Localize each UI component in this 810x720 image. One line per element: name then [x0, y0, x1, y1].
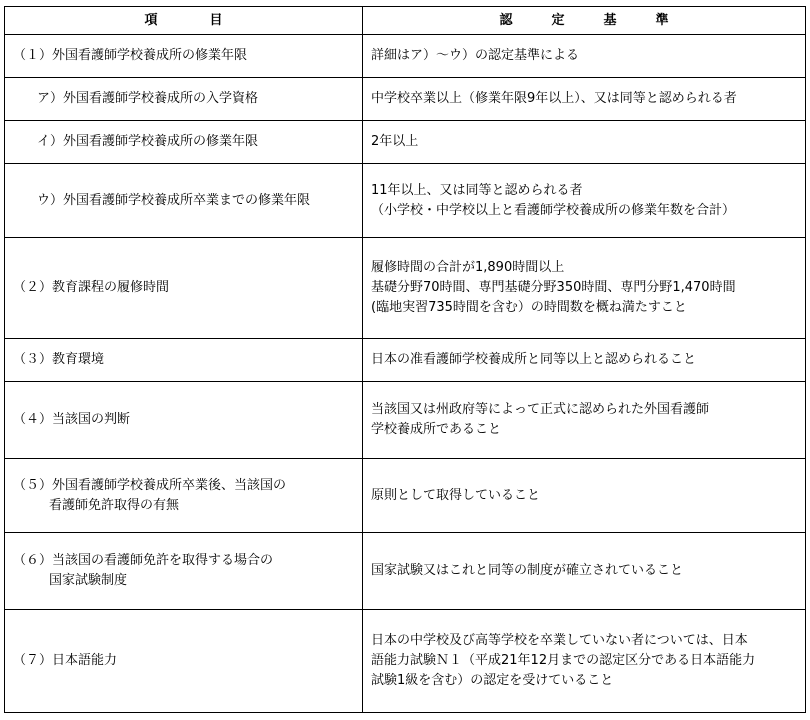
standard-cell — [363, 164, 806, 238]
standard-cell — [363, 121, 806, 164]
standard-text: 基礎分野70時間、専門基礎分野350時間、専門分野1,470時間 — [371, 280, 736, 295]
standard-cell — [363, 339, 806, 382]
item-text: 国家試験制度 — [49, 573, 128, 588]
item-text: 看護師免許取得の有無 — [49, 497, 180, 513]
item-text: （５）外国看護師学校養成所卒業後、当該国の — [13, 477, 287, 493]
item-text: （３）教育環境 — [13, 352, 105, 367]
table-header-row — [5, 7, 806, 35]
standard-text: 中学校卒業以上（修業年限9年以上）、又は同等と認められる者 — [371, 91, 737, 106]
item-cell — [5, 382, 363, 459]
standard-text: 詳細はア）～ウ）の認定基準による — [371, 48, 580, 63]
item-text: （２）教育課程の履修時間 — [13, 280, 170, 295]
standard-text: 日本の准看護師学校養成所と同等以上と認められること — [371, 352, 697, 367]
table-row — [5, 35, 806, 78]
item-cell — [5, 459, 363, 533]
standard-text: 原則として取得していること — [371, 487, 541, 503]
standard-text: 語能力試験Ｎ１（平成21年12月までの認定区分である日本語能力 — [371, 653, 756, 668]
table-row — [5, 164, 806, 238]
item-cell — [5, 121, 363, 164]
standard-text: (臨地実習735時間を含む）の時間数を概ね満たすこと — [371, 300, 687, 315]
standard-text: 学校養成所であること — [371, 422, 502, 437]
item-text: （６）当該国の看護師免許を取得する場合の — [13, 553, 274, 568]
item-text: （４）当該国の判断 — [13, 412, 131, 427]
standard-text: 履修時間の合計が1,890時間以上 — [371, 260, 565, 275]
item-cell — [5, 238, 363, 339]
item-text: （１）外国看護師学校養成所の修業年限 — [13, 48, 248, 63]
standard-text: 11年以上、又は同等と認められる者 — [371, 182, 583, 198]
item-text: ウ）外国看護師学校養成所卒業までの修業年限 — [37, 192, 311, 208]
item-text: （７）日本語能力 — [13, 653, 118, 668]
standard-cell — [363, 35, 806, 78]
standard-text: 2年以上 — [371, 134, 419, 149]
table-row — [5, 339, 806, 382]
item-cell — [5, 533, 363, 610]
item-cell — [5, 164, 363, 238]
standard-cell — [363, 78, 806, 121]
header-standard: 認 定 基 準 — [363, 7, 806, 35]
standard-cell — [363, 533, 806, 610]
certification-criteria-table — [4, 6, 806, 713]
item-text: イ）外国看護師学校養成所の修業年限 — [37, 134, 259, 149]
header-item: 項 目 — [5, 7, 363, 35]
standard-text: 当該国又は州政府等によって正式に認められた外国看護師 — [371, 402, 710, 417]
table-row — [5, 610, 806, 713]
standard-text: 試験1級を含む）の認定を受けていること — [371, 673, 614, 688]
standard-text: 国家試験又はこれと同等の制度が確立されていること — [371, 563, 684, 578]
item-cell — [5, 339, 363, 382]
standard-text: 日本の中学校及び高等学校を卒業していない者については、日本 — [371, 633, 748, 648]
standard-cell — [363, 610, 806, 713]
table-row — [5, 533, 806, 610]
item-cell — [5, 610, 363, 713]
standard-cell — [363, 382, 806, 459]
table-row — [5, 238, 806, 339]
item-cell — [5, 35, 363, 78]
item-text: ア）外国看護師学校養成所の入学資格 — [37, 91, 259, 106]
standard-cell — [363, 459, 806, 533]
standard-text: （小学校・中学校以上と看護師学校養成所の修業年数を合計） — [371, 202, 736, 218]
standard-cell — [363, 238, 806, 339]
table-row — [5, 459, 806, 533]
table-row — [5, 78, 806, 121]
table-row — [5, 121, 806, 164]
item-cell — [5, 78, 363, 121]
table-row — [5, 382, 806, 459]
